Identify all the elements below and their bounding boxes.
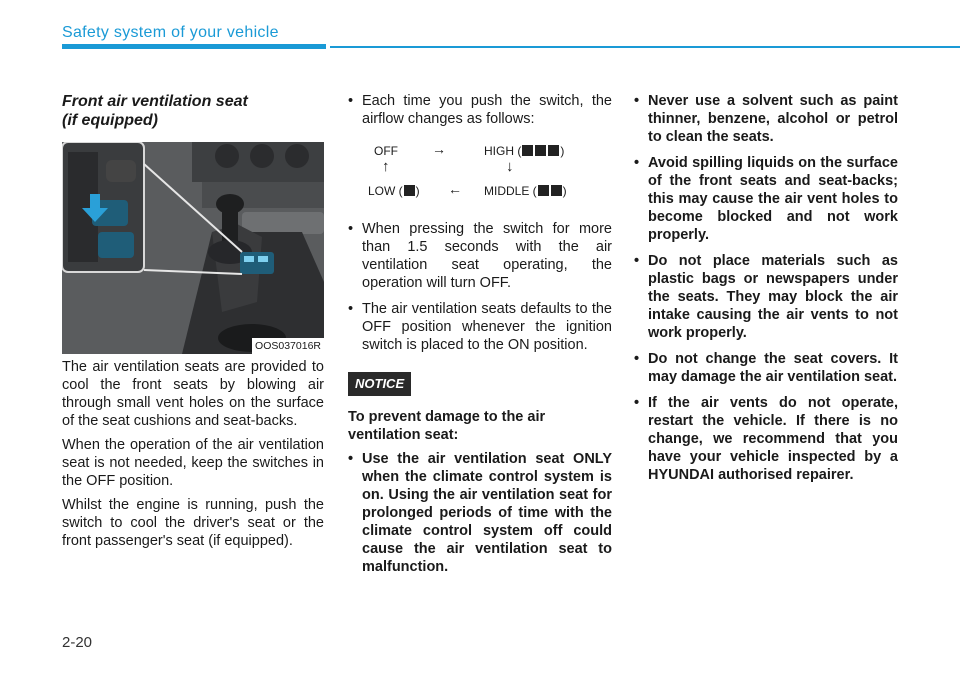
flow-low-text: LOW ( [368, 184, 403, 198]
paragraph: The air ventilation seats are provided to cool the front seats by blowing air through small vent holes on the surface of the seat cushions and seat-backs. [62, 359, 324, 429]
notice-lead: To prevent damage to the air ventilation seat: [348, 409, 546, 443]
flow-middle-close: ) [562, 184, 567, 198]
list-item: • When pressing the switch for more than 1.5 seconds with the air ventilation seat operating, the operation will turn OFF. [348, 220, 612, 292]
vent-level-icon [538, 185, 549, 196]
notice-badge: NOTICE [348, 372, 411, 396]
flow-middle-text: MIDDLE ( [484, 184, 537, 198]
right-column [634, 92, 898, 492]
list-item: • The air ventilation seats defaults to the OFF position whenever the ignition switch is placed to the ON position. [348, 300, 612, 354]
paragraph: When the operation of the air ventilation seat is not needed, keep the switches in the OFF position. [62, 437, 324, 489]
list-item: • Avoid spilling liquids on the surface of the front seats and seat-backs; this may cause the air vent holes to become blocked and not work properly. [634, 154, 898, 244]
flow-low-close: ) [415, 184, 420, 198]
section-header: Safety system of your vehicle [62, 24, 279, 41]
ventilation-switch-photo [62, 142, 324, 354]
list-item: • Never use a solvent such as paint thinner, benzene, alcohol or petrol to clean the seats. [634, 92, 898, 146]
vent-level-icon [535, 145, 546, 156]
flow-high-close: ) [560, 144, 565, 158]
console-illustration [62, 142, 324, 354]
airflow-cycle-diagram [348, 136, 612, 212]
arrow-right-icon: → [432, 141, 446, 157]
list-item: • If the air vents do not operate, restart the vehicle. If there is no change, we recommend that you have your vehicle inspected by a HYUNDAI authorised repairer. [634, 394, 898, 484]
section-title [62, 92, 324, 130]
arrow-down-icon: ↓ [506, 158, 514, 175]
section-title-line1: Front air ventilation seat [62, 93, 248, 110]
list-item: • Do not change the seat covers. It may damage the air ventilation seat. [634, 350, 898, 386]
vent-level-icon [404, 185, 415, 196]
arrow-left-icon: ← [448, 181, 462, 197]
flow-high-text: HIGH ( [484, 144, 522, 158]
vent-level-icon [551, 185, 562, 196]
page-number: 2-20 [62, 634, 93, 651]
header-rule [330, 46, 960, 48]
vent-level-icon [548, 145, 559, 156]
header-accent-bar [62, 44, 326, 49]
section-title-line2: (if equipped) [62, 112, 158, 129]
list-item: • Each time you push the switch, the airflow changes as follows: [348, 92, 612, 128]
flow-middle-label [484, 182, 567, 200]
flow-low-label [368, 182, 420, 200]
paragraph: Whilst the engine is running, push the switch to cool the driver's seat or the front passenger's seat (if equipped). [62, 497, 324, 549]
arrow-up-icon: ↑ [382, 158, 390, 175]
middle-column [348, 92, 612, 584]
list-item: • Do not place materials such as plastic bags or newspapers under the seats. They may block the air intake causing the air vents to not work properly. [634, 252, 898, 342]
left-column [62, 92, 324, 556]
list-item: • Use the air ventilation seat ONLY when the climate control system is on. Using the air ventilation seat for prolonged periods of time with the climate control system off could cause the air ventilation seat to malfunction. [348, 450, 612, 576]
figure-code: OOS037016R [252, 338, 324, 354]
vent-level-icon [522, 145, 533, 156]
flow-off-label: OFF [374, 144, 398, 158]
flow-high-label [484, 142, 564, 160]
